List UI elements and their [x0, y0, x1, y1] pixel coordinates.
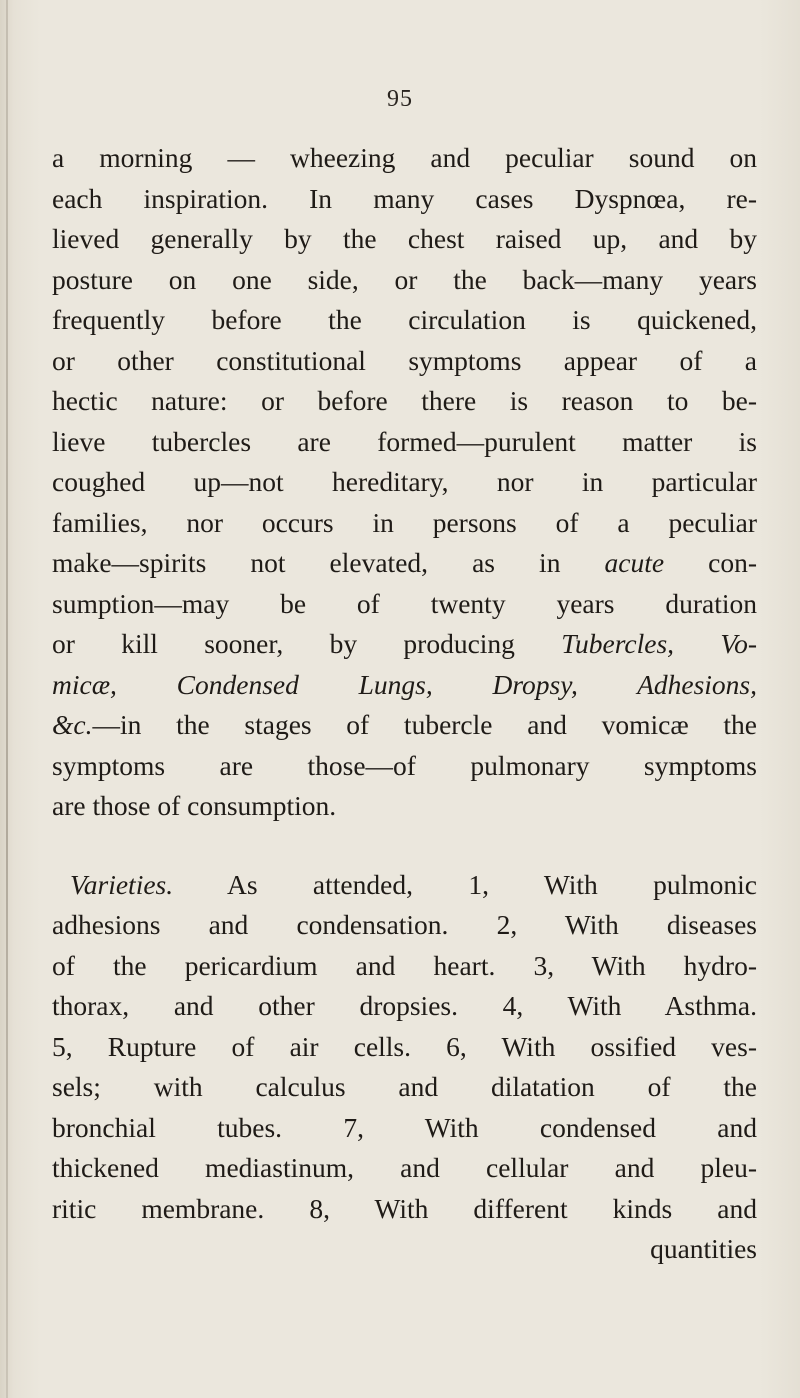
text-line [52, 665, 757, 706]
text-segment: —in the stages of tubercle and vomicæ the [92, 709, 757, 740]
text-line: a morning — wheezing and peculiar sound on [52, 142, 757, 173]
text-segment: As attended, 1, With pulmonic [173, 868, 757, 900]
page-number: 95 [387, 86, 413, 112]
text-line: ritic membrane. 8, With different kinds and [52, 1192, 757, 1224]
text-line: lieved generally by the chest raised up, and by [52, 223, 757, 254]
text-line [52, 865, 757, 906]
text-line: each inspiration. In many cases Dyspnœa, re- [52, 182, 757, 214]
text-line: coughed up—not hereditary, nor in particular [52, 466, 757, 497]
text-line: bronchial tubes. 7, With condensed and [52, 1111, 757, 1143]
text-line: sels; with calculus and dilatation of the [52, 1071, 757, 1102]
text-line [52, 705, 757, 746]
text-line: posture on one side, or the back—many years [52, 263, 757, 295]
text-line: sumption—may be of twenty years duration [52, 587, 757, 619]
text-line: of the pericardium and heart. 3, With hydro- [52, 949, 757, 981]
text-line: families, nor occurs in persons of a peculiar [52, 506, 757, 538]
text-segment: or kill sooner, by producing [52, 628, 562, 659]
text-line: thickened mediastinum, and cellular and pleu- [52, 1152, 757, 1183]
italic-term: acute [604, 547, 665, 578]
text-line: adhesions and condensation. 2, With diseases [52, 909, 757, 940]
page-gutter-shadow [6, 0, 8, 1398]
text-segment: make—spirits not elevated, as in [52, 547, 605, 578]
text-line: or other constitutional symptoms appear of a [52, 344, 757, 376]
text-line [52, 543, 757, 584]
text-line: frequently before the circulation is quickened, [52, 304, 757, 335]
italic-term-list: micæ, Condensed Lungs, Dropsy, Adhesions, [52, 668, 757, 700]
italic-term: Tubercles, Vo- [561, 628, 757, 659]
section-heading-varieties: Varieties. [70, 868, 174, 900]
page-body-text [52, 138, 757, 1270]
text-line: symptoms are those—of pulmonary symptoms [52, 749, 757, 781]
italic-term: &c. [52, 709, 93, 740]
text-line: are those of consumption. [52, 790, 337, 821]
text-line: thorax, and other dropsies. 4, With Asthma. [52, 990, 757, 1021]
text-line: hectic nature: or before there is reason to be- [52, 385, 757, 416]
catchword: quantities [650, 1233, 757, 1264]
text-segment: con- [664, 547, 758, 578]
text-line [52, 624, 757, 665]
text-line: 5, Rupture of air cells. 6, With ossified ves- [52, 1030, 757, 1062]
paragraph-gap [52, 827, 757, 865]
text-line: lieve tubercles are formed—purulent matter is [52, 425, 757, 457]
